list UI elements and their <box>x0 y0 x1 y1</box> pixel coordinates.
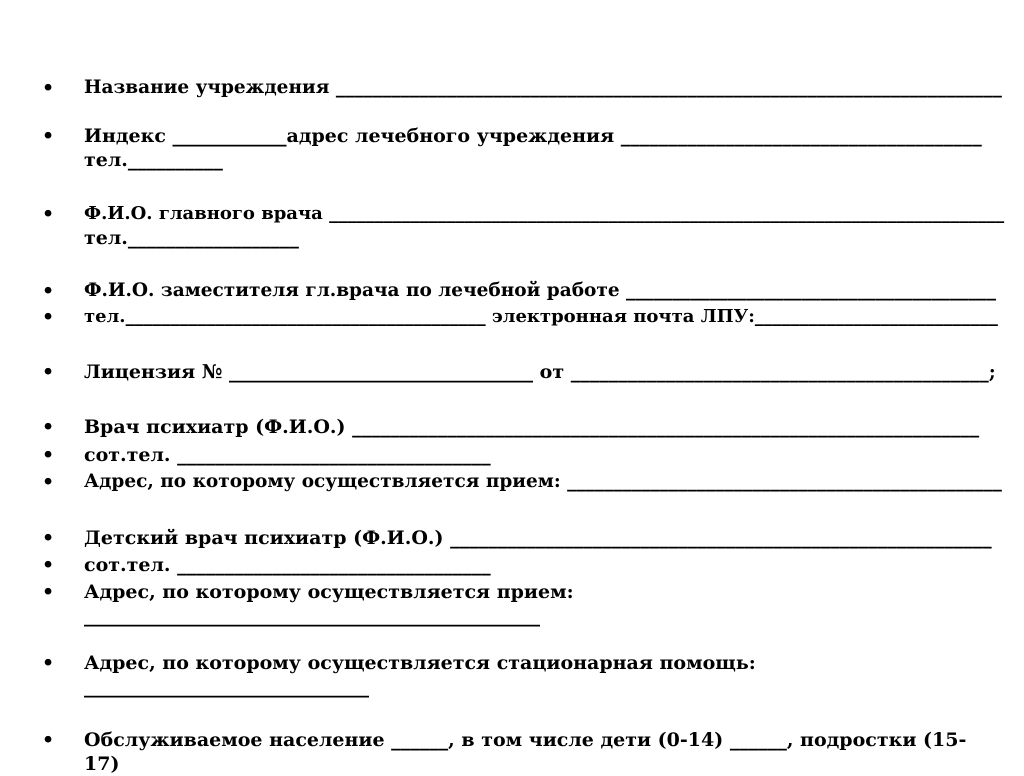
field-label: Ф.И.О. заместителя гл.врача по лечебной работе ________________________________________ <box>84 280 997 301</box>
field-label-line2: ________________________________________________ <box>84 605 540 627</box>
field-psychiatrist-phone[interactable] <box>84 443 994 467</box>
field-label: Адрес, по которому осуществляется прием: _______________________________________________ <box>84 471 1002 492</box>
bullet: • <box>42 581 55 603</box>
bullet: • <box>42 306 55 328</box>
bullet: • <box>42 527 55 549</box>
field-label: Детский врач психиатр (Ф.И.О.) _________________________________________________________ <box>84 527 992 549</box>
field-chief-doctor[interactable] <box>84 202 1005 250</box>
bullet: • <box>42 125 55 147</box>
field-child-reception-address[interactable] <box>84 580 994 628</box>
field-served-population[interactable] <box>84 728 994 776</box>
field-label-line2: 17) <box>84 753 120 775</box>
field-index-address[interactable] <box>84 124 994 172</box>
field-label-line2: тел.__________________ <box>84 227 299 249</box>
field-label: тел.________________________________________ электронная почта ЛПУ:___________________________ <box>84 306 998 327</box>
field-label: Врач психиатр (Ф.И.О.) __________________________________________________________________ <box>84 416 980 438</box>
field-psychiatrist[interactable] <box>84 415 994 439</box>
field-child-psychiatrist[interactable] <box>84 526 994 550</box>
field-phone-email[interactable] <box>84 305 998 329</box>
field-institution-name[interactable] <box>84 76 1002 100</box>
bullet: • <box>42 729 55 751</box>
field-license[interactable] <box>84 360 994 384</box>
field-label: сот.тел. _________________________________ <box>84 444 491 466</box>
field-deputy-chief[interactable] <box>84 279 997 303</box>
field-label: Лицензия № ________________________________ от ____________________________________________; <box>84 361 996 383</box>
bullet: • <box>42 361 55 383</box>
field-label: Индекс ____________адрес лечебного учреждения ______________________________________ <box>84 125 982 147</box>
bullet: • <box>42 652 55 674</box>
bullet: • <box>42 77 55 99</box>
bullet: • <box>42 280 55 302</box>
field-label: Адрес, по которому осуществляется прием: <box>84 581 574 603</box>
bullet: • <box>42 203 55 225</box>
bullet: • <box>42 554 55 576</box>
field-label: сот.тел. _________________________________ <box>84 554 491 576</box>
field-label-line2: тел.__________ <box>84 149 223 171</box>
field-reception-address[interactable] <box>84 470 1002 494</box>
field-label: Адрес, по которому осуществляется стационарная помощь: <box>84 652 756 674</box>
field-label: Название учреждения ________________________________________________________________________ <box>84 77 1002 98</box>
field-child-psychiatrist-phone[interactable] <box>84 553 994 577</box>
bullet: • <box>42 444 55 466</box>
field-inpatient-address[interactable] <box>84 651 994 699</box>
field-label: Ф.И.О. главного врача ___________________________________________________________________________ <box>84 203 1005 224</box>
bullet: • <box>42 471 55 493</box>
field-label: Обслуживаемое население ______, в том числе дети (0-14) ______, подростки (15- <box>84 729 967 751</box>
bullet: • <box>42 416 55 438</box>
field-label-line2: ______________________________ <box>84 676 369 698</box>
